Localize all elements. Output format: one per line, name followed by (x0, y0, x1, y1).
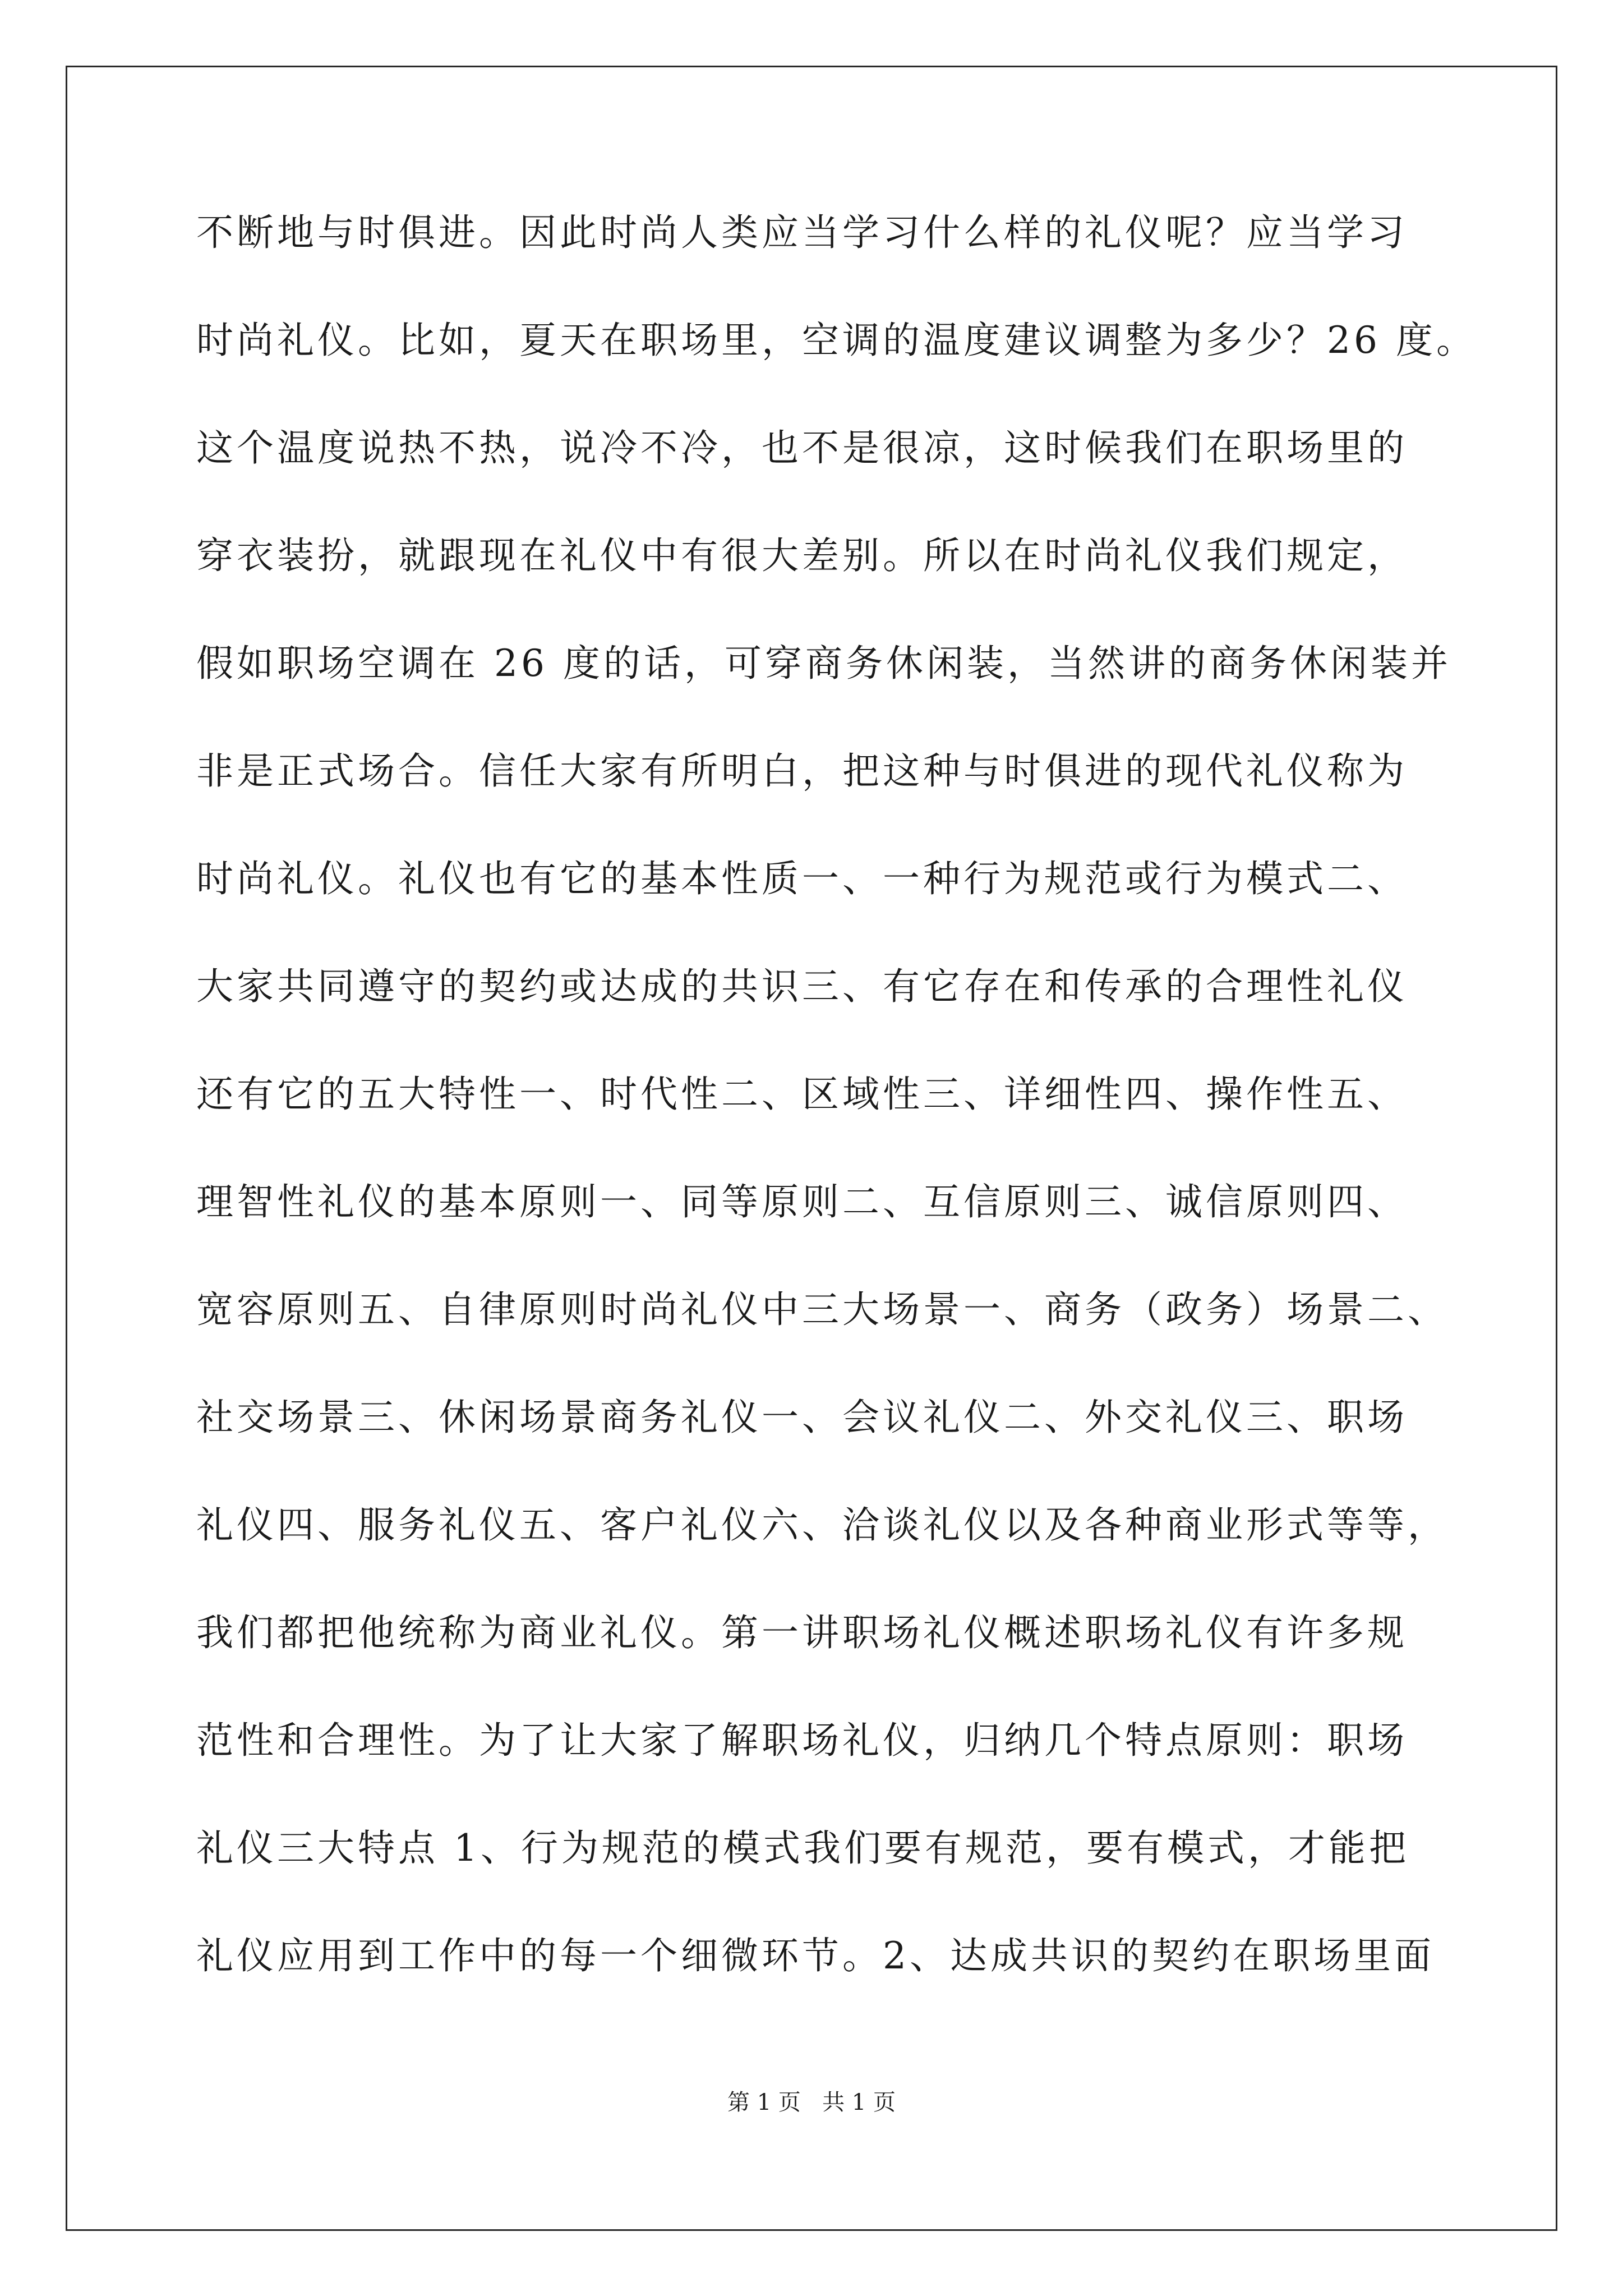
text-line: 礼仪四、服务礼仪五、客户礼仪六、洽谈礼仪以及各种商业形式等等， (196, 1503, 1448, 1547)
text-line: 范性和合理性。为了让大家了解职场礼仪，归纳几个特点原则：职场 (196, 1719, 1408, 1762)
text-line: 礼仪应用到工作中的每一个细微环节。2、达成共识的契约在职场里面 (196, 1934, 1435, 1977)
text-line: 不断地与时俱进。因此时尚人类应当学习什么样的礼仪呢？应当学习 (196, 211, 1408, 254)
text-line: 宽容原则五、自律原则时尚礼仪中三大场景一、商务（政务）场景二、 (196, 1288, 1448, 1331)
text-line: 穿衣装扮，就跟现在礼仪中有很大差别。所以在时尚礼仪我们规定， (196, 534, 1408, 577)
text-line: 时尚礼仪。比如，夏天在职场里，空调的温度建议调整为多少？26 度。 (196, 319, 1477, 362)
text-line: 这个温度说热不热，说冷不冷，也不是很凉，这时候我们在职场里的 (196, 426, 1408, 470)
text-line: 非是正式场合。信任大家有所明白，把这种与时俱进的现代礼仪称为 (196, 749, 1408, 793)
text-line: 我们都把他统称为商业礼仪。第一讲职场礼仪概述职场礼仪有许多规 (196, 1611, 1408, 1654)
text-line: 假如职场空调在 26 度的话，可穿商务休闲装，当然讲的商务休闲装并 (196, 642, 1451, 685)
page-number-footer: 第 1 页 共 1 页 (727, 2090, 896, 2115)
text-line: 大家共同遵守的契约或达成的共识三、有它存在和传承的合理性礼仪 (196, 965, 1408, 1008)
text-line: 礼仪三大特点 1、行为规范的模式我们要有规范，要有模式，才能把 (196, 1826, 1409, 1870)
text-line: 时尚礼仪。礼仪也有它的基本性质一、一种行为规范或行为模式二、 (196, 857, 1408, 900)
document-body (196, 211, 1486, 2045)
text-line: 还有它的五大特性一、时代性二、区域性三、详细性四、操作性五、 (196, 1073, 1408, 1116)
text-line: 社交场景三、休闲场景商务礼仪一、会议礼仪二、外交礼仪三、职场 (196, 1396, 1408, 1439)
text-line: 理智性礼仪的基本原则一、同等原则二、互信原则三、诚信原则四、 (196, 1180, 1408, 1223)
